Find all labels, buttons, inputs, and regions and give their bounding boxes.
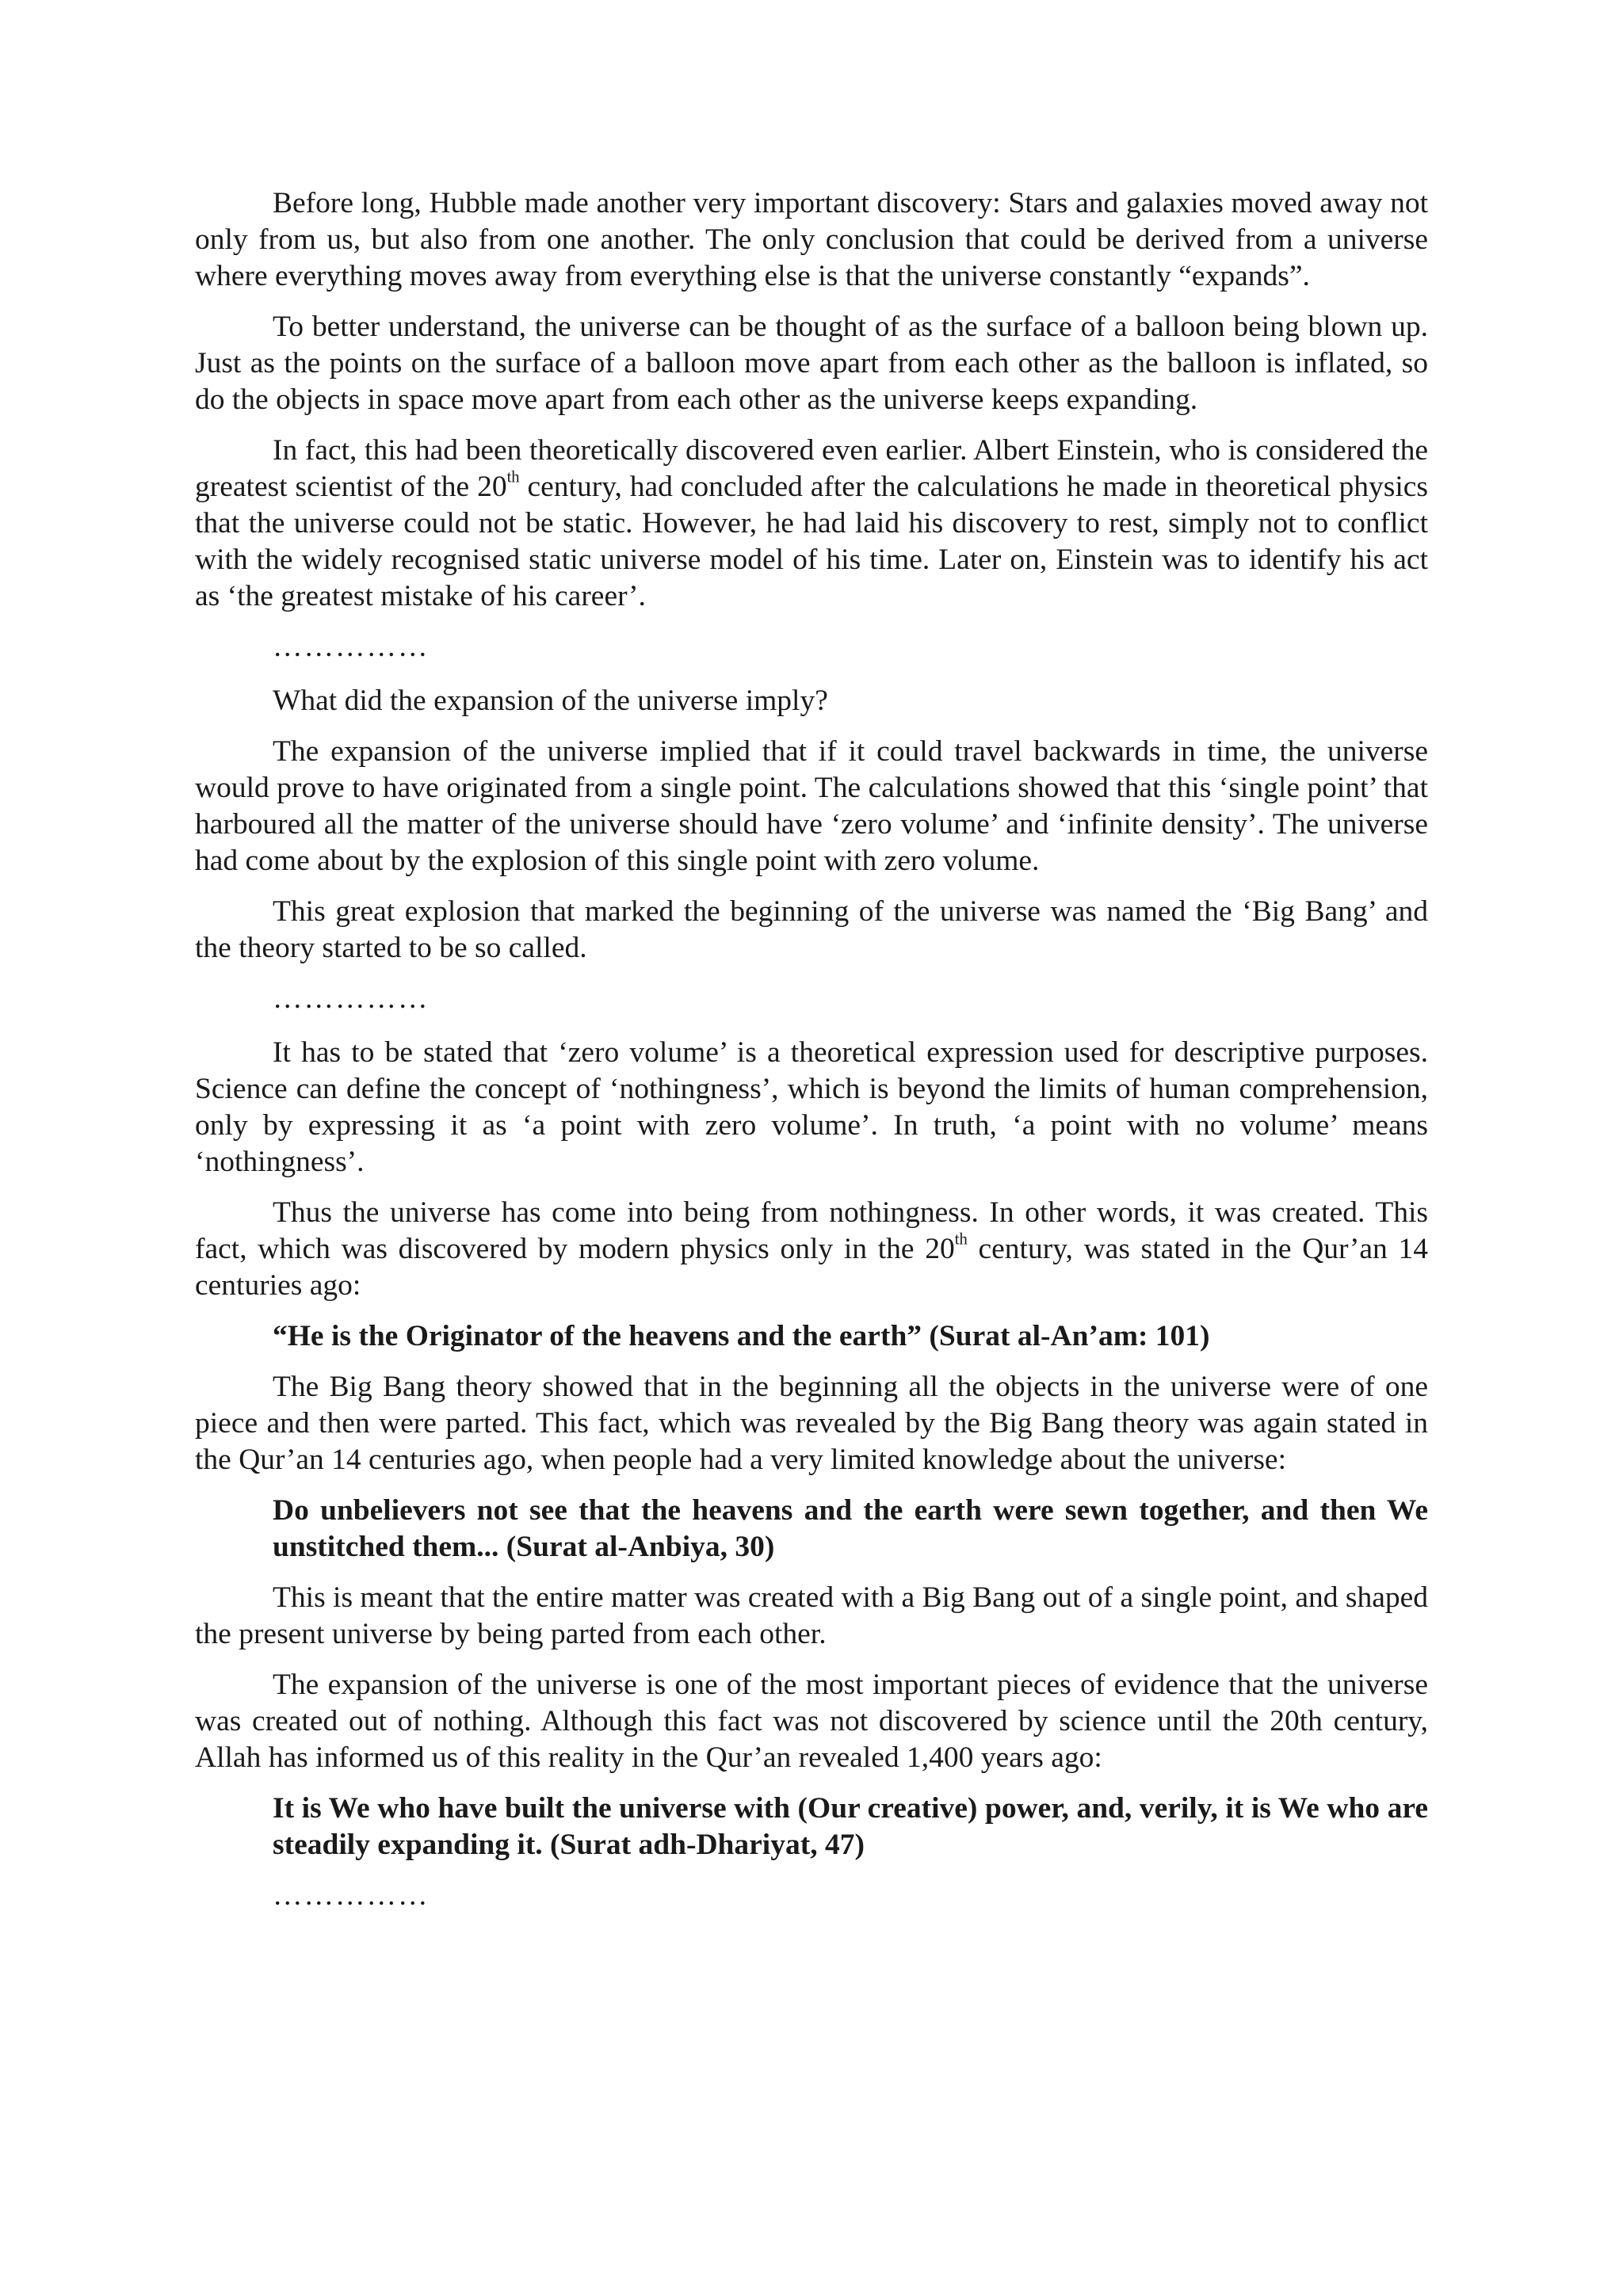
paragraph-einstein-text-b: century, had concluded after the calculations he made in theoretical physics that the universe could not be static. However, he had laid his discovery to rest, simply not to conflict with the widely recognised static universe model of his time. Later on, Einstein was to identify his act as ‘the greatest mistake of his career’. (195, 471, 1429, 612)
document-page (195, 185, 1428, 1932)
ellipsis-separator: …………… (273, 631, 430, 663)
ordinal-superscript: th (954, 1230, 968, 1249)
paragraph-hubble-discovery: Before long, Hubble made another very important discovery: Stars and galaxies moved away not only from us, but also from one another. The only conclusion that could be derived from a universe where everything moves away from everything else is that the universe constantly “expands”. (195, 187, 1428, 292)
paragraph-big-bang-name: This great explosion that marked the beginning of the universe was named the ‘Big Bang’ and the theory started to be so called. (195, 895, 1428, 964)
paragraph-nothingness (195, 1195, 1428, 1304)
paragraph-expansion-evidence: The expansion of the universe is one of the most important pieces of evidence that the universe was created out of nothing. Although this fact was not discovered by science until the 20th century, Allah has informed us of this reality in the Qur’an revealed 1,400 years ago: (195, 1669, 1428, 1774)
paragraph-zero-volume: It has to be stated that ‘zero volume’ is a theoretical expression used for descriptive purposes. Science can define the concept of ‘nothingness’, which is beyond the limits of human comprehension, only by expressing it as ‘a point with zero volume’. In truth, ‘a point with no volume’ means ‘nothingness’. (195, 1036, 1428, 1178)
paragraph-einstein-text-a: In fact, this had been theoretically discovered even earlier. Albert Einstein, who is considered the greatest scientist of the 20 (195, 434, 1428, 503)
paragraph-one-piece: The Big Bang theory showed that in the beginning all the objects in the universe were of one piece and then were parted. This fact, which was revealed by the Big Bang theory was again stated in the Qur’an 14 centuries ago, when people had a very limited knowledge about the universe: (195, 1371, 1428, 1476)
ellipsis-separator: …………… (273, 982, 430, 1015)
quote-sewn-together: Do unbelievers not see that the heavens and the earth were sewn together, and then We unstitched them... (Surat al-Anbiya, 30) (273, 1494, 1428, 1563)
paragraph-single-point-matter: This is meant that the entire matter was created with a Big Bang out of a single point, and shaped the present universe by being parted from each other. (195, 1581, 1428, 1650)
paragraph-single-point: The expansion of the universe implied that if it could travel backwards in time, the universe would prove to have originated from a single point. The calculations showed that this ‘single point’ that harboured all the matter of the universe should have ‘zero volume’ and ‘infinite density’. The universe had come about by the explosion of this single point with zero volume. (195, 735, 1428, 877)
paragraph-balloon-analogy: To better understand, the universe can be thought of as the surface of a balloon being blown up. Just as the points on the surface of a balloon move apart from each other as the balloon is inflated, so do the objects in space move apart from each other as the universe keeps expanding. (195, 311, 1428, 416)
quote-originator: “He is the Originator of the heavens and the earth” (Surat al-An’am: 101) (273, 1320, 1210, 1352)
ordinal-superscript: th (506, 468, 520, 486)
paragraph-nothingness-text-b: century, was stated in the Qur’an 14 centuries ago: (195, 1233, 1429, 1302)
paragraph-einstein (195, 433, 1428, 615)
ellipsis-separator: …………… (273, 1879, 430, 1912)
paragraph-question: What did the expansion of the universe imply? (273, 685, 828, 717)
paragraph-nothingness-text-a: Thus the universe has come into being from nothingness. In other words, it was created. This fact, which was discovered by modern physics only in the 20 (195, 1196, 1428, 1265)
quote-expanding: It is We who have built the universe with (Our creative) power, and, verily, it is We who are steadily expanding it. (Surat adh-Dhariyat, 47) (273, 1792, 1428, 1861)
